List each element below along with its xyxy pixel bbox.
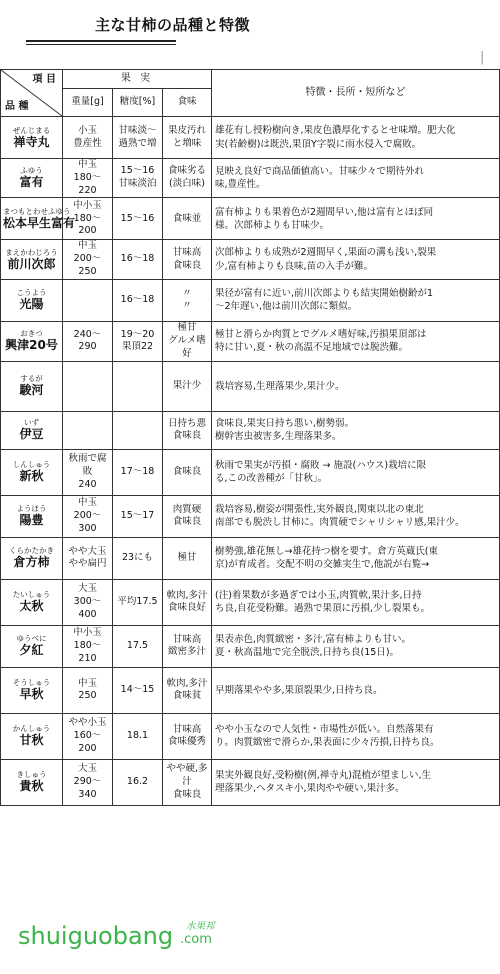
variety-reading: おきつ xyxy=(20,329,43,339)
table-row xyxy=(1,159,500,198)
variety-reading: きしゅう xyxy=(16,770,47,780)
weight-cell: 中玉 180〜220 xyxy=(63,159,113,198)
sugar-cell: 16〜18 xyxy=(113,279,163,321)
weight-cell: やや大玉 やや扁円 xyxy=(63,537,113,579)
variety-reading: まえかわじろう xyxy=(5,247,58,257)
features-cell: 見映え良好で商品価値高い。甘味少々で期待外れ 味,豊産性。 xyxy=(212,159,500,198)
sugar-cell: 16〜18 xyxy=(113,240,163,279)
variety-reading: たいしゅう xyxy=(12,590,51,600)
features-header: 特徴・長所・短所など xyxy=(212,70,500,117)
taste-cell: 肉質硬 食味良 xyxy=(163,495,212,537)
taste-cell: 果汁少 xyxy=(163,361,212,411)
variety-cell xyxy=(1,667,63,713)
table-row xyxy=(1,321,500,361)
features-cell: 次郎柿よりも成熟が2週間早く,果面の溝も浅い,裂果 少,富有柿よりも良味,苗の入手が難。 xyxy=(212,240,500,279)
features-cell: (注)着果数が多過ぎでは小玉,肉質軟,果汁多,日持 ち良,自花受粉難。過熟で果頂に汚損,少し裂果も。 xyxy=(212,579,500,625)
taste-header: 食味 xyxy=(163,89,212,117)
table-row xyxy=(1,240,500,279)
weight-cell: 中小玉 180〜200 xyxy=(63,198,113,240)
variety-name: 興津20号 xyxy=(5,338,58,353)
table-row xyxy=(1,537,500,579)
title-underline-thin xyxy=(26,44,176,45)
variety-cell xyxy=(1,198,76,240)
variety-reading: ぜんじまる xyxy=(12,125,51,135)
edge-mark: | xyxy=(480,50,485,65)
variety-name: 前川次郎 xyxy=(7,256,56,271)
weight-cell xyxy=(63,279,113,321)
table-row xyxy=(1,279,500,321)
variety-name: 新秋 xyxy=(19,469,44,484)
taste-cell: やや硬,多汁 食味良 xyxy=(163,759,212,805)
sugar-cell xyxy=(113,361,163,411)
table-body xyxy=(1,117,500,806)
table-row xyxy=(1,495,500,537)
table-row xyxy=(1,411,500,449)
table-row xyxy=(1,759,500,805)
variety-name: 太秋 xyxy=(19,599,44,614)
weight-cell: 240〜290 xyxy=(63,321,113,361)
table-row xyxy=(1,579,500,625)
corner-bottom-label: 品 種 xyxy=(5,100,29,112)
variety-name: 禅寺丸 xyxy=(13,134,50,149)
variety-name: 富有 xyxy=(19,175,44,190)
variety-name: 貴秋 xyxy=(19,779,44,794)
sugar-cell: 17〜18 xyxy=(113,449,163,495)
page-title: 主な甘柿の品種と特徴 xyxy=(95,16,251,34)
variety-reading: ふゆう xyxy=(20,166,43,176)
variety-reading: ゆうべに xyxy=(16,634,47,644)
variety-cell xyxy=(1,579,63,625)
variety-cell xyxy=(1,495,63,537)
features-cell: やや小玉なので人気性・市場性が低い。自然落果有 り。肉質緻密で滑らか,果表面に少々汚損,日持ち良。 xyxy=(212,713,500,759)
features-cell: 富有柿よりも果着色が2週間早い,他は富有とほぼ同 様。次郎柿よりも甘味少。 xyxy=(212,198,500,240)
variety-cell xyxy=(1,537,63,579)
taste-cell: 軟肉,多汁 食味貧 xyxy=(163,667,212,713)
table-row xyxy=(1,361,500,411)
variety-reading: しんしゅう xyxy=(12,460,51,470)
table-row xyxy=(1,713,500,759)
features-cell: 栽培容易,生理落果少,果汁少。 xyxy=(212,361,500,411)
variety-name: 駿河 xyxy=(19,383,44,398)
weight-cell: やや小玉 160〜200 xyxy=(63,713,113,759)
table-row xyxy=(1,117,500,159)
sugar-cell: 23にも xyxy=(113,537,163,579)
sugar-cell: 15〜17 xyxy=(113,495,163,537)
taste-cell: 食味劣る (淡白味) xyxy=(163,159,212,198)
variety-cell xyxy=(1,117,63,159)
variety-cell xyxy=(1,159,63,198)
variety-name: 伊豆 xyxy=(19,427,44,442)
features-cell: 果径が富有に近い,前川次郎よりも結実開始樹齢が1 〜2年遅い,他は前川次郎に類似。 xyxy=(212,279,500,321)
weight-cell: 中玉 250 xyxy=(63,667,113,713)
variety-name: 光陽 xyxy=(19,297,44,312)
weight-cell xyxy=(63,361,113,411)
sugar-cell: 19〜20 果頂22 xyxy=(113,321,163,361)
variety-cell xyxy=(1,759,63,805)
taste-cell: 甘味高 食味優秀 xyxy=(163,713,212,759)
fruit-header: 果 実 xyxy=(63,70,212,89)
title-underline xyxy=(26,40,176,42)
variety-name: 松本早生富有 xyxy=(3,215,76,230)
sugar-cell: 15〜16 甘味淡泊 xyxy=(113,159,163,198)
features-cell: 早期落果やや多,果頂裂果少,日持ち良。 xyxy=(212,667,500,713)
taste-cell: 軟肉,多汁 食味良好 xyxy=(163,579,212,625)
sugar-cell: 15〜16 xyxy=(113,198,163,240)
variety-cell xyxy=(1,279,63,321)
brand-name: shuiguobang xyxy=(18,922,174,950)
weight-cell: 中玉 200〜250 xyxy=(63,240,113,279)
taste-cell: 〃 〃 xyxy=(163,279,212,321)
variety-name: 夕紅 xyxy=(19,643,44,658)
taste-cell: 甘味高 食味良 xyxy=(163,240,212,279)
brand-chinese: 水果邦 xyxy=(186,921,215,932)
weight-cell: 秋雨で腐敗 240 xyxy=(63,449,113,495)
taste-cell: 食味良 xyxy=(163,449,212,495)
variety-name: 早秋 xyxy=(19,687,44,702)
variety-cell xyxy=(1,449,63,495)
variety-cell xyxy=(1,240,63,279)
variety-cell xyxy=(1,713,63,759)
taste-cell: 食味並 xyxy=(163,198,212,240)
features-cell: 果実外観良好,受粉樹(例,禅寺丸)混植が望ましい,生 理落果少,ヘタスキ小,果肉やや硬い,果汁多。 xyxy=(212,759,500,805)
corner-header xyxy=(1,70,63,117)
features-cell: 栽培容易,樹姿が開張性,実外観良,関東以北の東北 南部でも脱渋し甘柿に。肉質硬でシャリシャリ感,果汁少。 xyxy=(212,495,500,537)
variety-reading: ようほう xyxy=(16,504,47,514)
table-row xyxy=(1,667,500,713)
variety-cell xyxy=(1,411,63,449)
taste-cell: 極甘 グルメ嗜好 xyxy=(163,321,212,361)
sugar-header: 糖度[%] xyxy=(113,89,163,117)
variety-name: 甘秋 xyxy=(19,733,44,748)
taste-cell: 甘味高 緻密多汁 xyxy=(163,625,212,667)
weight-cell: 中玉 200〜300 xyxy=(63,495,113,537)
variety-reading: こうよう xyxy=(16,288,47,298)
variety-reading: かんしゅう xyxy=(12,724,51,734)
features-cell: 食味良,果実日持ち悪い,樹勢弱。 樹幹害虫被害多,生理落果多。 xyxy=(212,411,500,449)
variety-name: 陽豊 xyxy=(19,513,44,528)
sugar-cell: 17.5 xyxy=(113,625,163,667)
table-row xyxy=(1,625,500,667)
variety-reading: いず xyxy=(24,418,39,428)
variety-cell xyxy=(1,361,63,411)
sugar-cell: 甘味淡〜 過熟で増 xyxy=(113,117,163,159)
features-cell: 秋雨で果実が汚損・腐敗 → 施設(ハウス)栽培に限 る,この改善種が「甘秋」。 xyxy=(212,449,500,495)
taste-cell: 果皮汚れ と増味 xyxy=(163,117,212,159)
sugar-cell xyxy=(113,411,163,449)
features-cell: 極甘と滑らか肉質とでグルメ嗜好味,汚損果頂部は 特に甘い,夏・秋の高温不足地域では脱渋難。 xyxy=(212,321,500,361)
corner-top-label: 項 目 xyxy=(32,74,56,85)
variety-reading: まつもとわせふゆう xyxy=(3,206,71,216)
persimmon-table xyxy=(0,69,500,806)
weight-header: 重量[g] xyxy=(63,89,113,117)
brand-domain: .com xyxy=(180,932,212,947)
weight-cell xyxy=(63,411,113,449)
variety-reading: くらかたかき xyxy=(9,546,54,556)
sugar-cell: 18.1 xyxy=(113,713,163,759)
table-row xyxy=(1,198,500,240)
sugar-cell: 平均17.5 xyxy=(113,579,163,625)
taste-cell: 極甘 xyxy=(163,537,212,579)
sugar-cell: 16.2 xyxy=(113,759,163,805)
variety-cell xyxy=(1,625,63,667)
features-cell: 果表赤色,肉質緻密・多汁,富有柿よりも甘い。 夏・秋高温地で完全脱渋,日持ち良(15日)。 xyxy=(212,625,500,667)
sugar-cell: 14〜15 xyxy=(113,667,163,713)
table-row xyxy=(1,449,500,495)
weight-cell: 大玉 290〜340 xyxy=(63,759,113,805)
features-cell: 雄花有し授粉樹向き,果皮色濃厚化するとせ味増。肥大化 実(若齢樹)は既渋,果頂Y字裂に雨水侵入で腐敗。 xyxy=(212,117,500,159)
variety-cell xyxy=(1,321,63,361)
variety-reading: するが xyxy=(20,374,43,384)
footer-watermark xyxy=(18,921,215,950)
variety-reading: そうしゅう xyxy=(12,678,51,688)
features-cell: 樹勢強,雄花無し→雄花持つ樹を要す。倉方英蔵氏(東 京)が育成者。交配不明の交雑実生で,他説が右覧→ xyxy=(212,537,500,579)
weight-cell: 大玉 300〜400 xyxy=(63,579,113,625)
weight-cell: 中小玉 180〜210 xyxy=(63,625,113,667)
variety-name: 倉方柿 xyxy=(13,555,50,570)
weight-cell: 小玉 豊産性 xyxy=(63,117,113,159)
taste-cell: 日持ち悪 食味良 xyxy=(163,411,212,449)
